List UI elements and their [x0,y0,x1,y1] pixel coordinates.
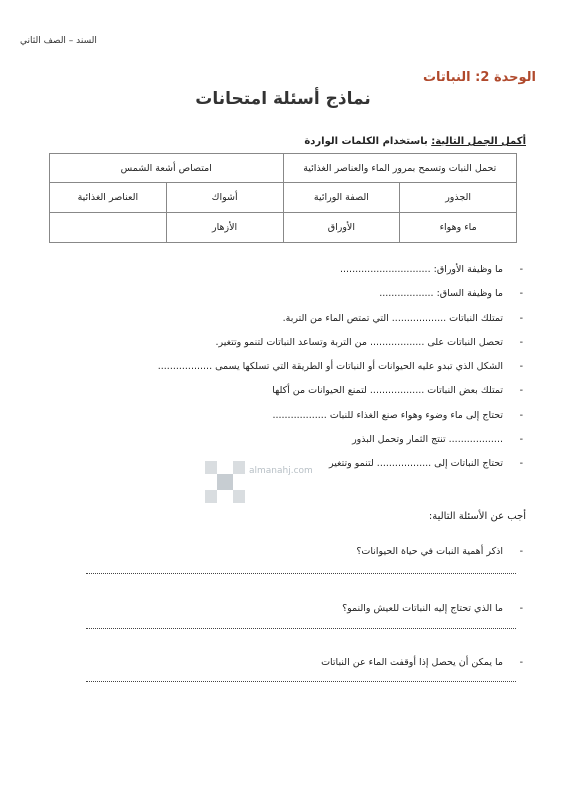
word-bank-cell: الصفة الورائية [283,183,400,213]
section1-instruction-lead: أكمل الجمل التالية: [431,136,526,147]
word-bank-table [49,153,517,243]
list-item: - تحتاج إلى ماء وضوء وهواء صنع الغذاء للنبات .................. [43,408,523,432]
list-item: - تمتلك النباتات .................. التي تمتص الماء من التربة. [43,311,523,335]
page-header: السند – الصف الثاني [20,36,97,46]
section1-instruction-rest: باستخدام الكلمات الواردة [304,136,432,147]
word-bank-cell: الجذور [400,183,517,213]
question-3: - ما يمكن أن يحصل إذا أوقفت الماء عن النباتات [321,657,523,668]
list-item: - تمتلك بعض النباتات .................. لتمنع الحيوانات من أكلها [43,383,523,407]
list-item: - الشكل الذي تبدو عليه الحيوانات أو النباتات أو الطريقة التي تسلكها يسمى .................. [43,359,523,383]
word-bank-cell: تحمل النبات وتسمح بمرور الماء والعناصر الغذائية [283,154,517,183]
watermark-emblem-icon [205,455,355,535]
word-bank-cell: ماء وهواء [400,213,517,243]
answer-line-1 [86,573,516,574]
list-item: - تحتاج النباتات إلى .................. لتنمو وتتغير [43,456,523,480]
word-bank-cell: العناصر الغذائية [50,183,167,213]
section2-instruction: أجب عن الأسئلة التالية: [428,511,526,522]
section1-instruction [304,136,526,147]
word-bank-cell: الأزهار [166,213,283,243]
watermark-logo [205,455,355,535]
fill-in-list [43,262,523,481]
word-bank-top-row [50,154,517,183]
watermark-url: almanahj.com [249,466,313,476]
word-bank-cell [50,213,167,243]
unit-title: الوحدة 2: النباتات [422,70,536,85]
word-bank-cell: امتصاص أشعة الشمس [50,154,284,183]
list-item: - .................. تنتج الثمار وتحمل البذور [43,432,523,456]
list-item: - ما وظيفة الساق: .................. [43,286,523,310]
answer-line-3 [86,681,516,682]
word-bank-row [50,183,517,213]
word-bank-row [50,213,517,243]
page-title: نماذج أسئلة امتحانات [195,89,371,109]
question-1: - اذكر أهمية النبات في حياة الحيوانات؟ [356,546,523,557]
answer-line-2 [86,628,516,629]
question-2: - ما الذي تحتاج إليه النباتات للعيش والنمو؟ [342,603,523,614]
list-item: - تحصل النباتات على .................. من التربة وتساعد النباتات لتنمو وتتغير. [43,335,523,359]
word-bank-cell: أشواك [166,183,283,213]
list-item: - ما وظيفة الأوراق: .............................. [43,262,523,286]
word-bank-cell: الأوراق [283,213,400,243]
